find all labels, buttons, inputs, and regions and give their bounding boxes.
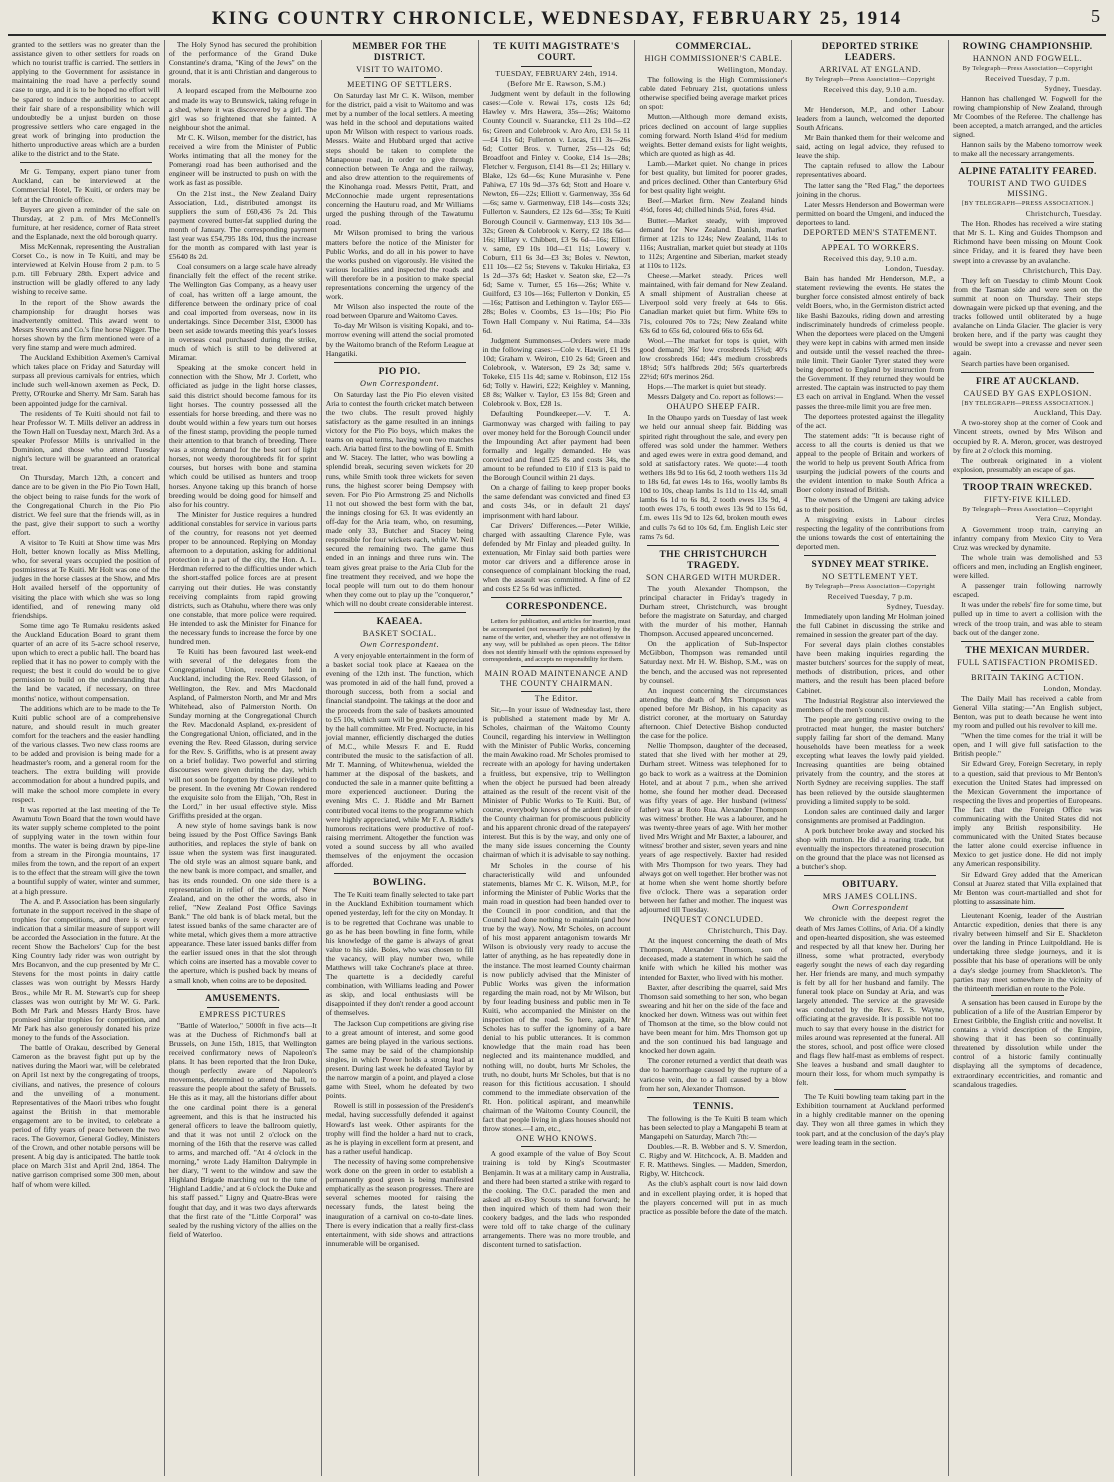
signature: ONE WHO KNOWS. (516, 1134, 597, 1144)
paragraph: On Thursday, March 12th, a concert and dance are to be given in the Pio Pio Town Hall, the object being to raise funds for the work of the Congregational Church in the Pio Pio district. We feel sure that the friends will, as in the past, give their support to such a worthy effort. (12, 473, 160, 537)
dateline: Sydney, Tuesday. (886, 601, 945, 611)
paragraph: The Hon. Rhodes has received a wire stating that Mr S. L. King and Guides Thompson and Richmond have been missing on Mount Cook since Friday, and it is feared they have been swept into a crevasse by an avalanche. (953, 219, 1102, 265)
headline-troop-train-wrecked: TROOP TRAIN WRECKED. (962, 482, 1093, 493)
subheading: MAIN ROAD MAINTENANCE AND THE COUNTY CHAIRMAN. (484, 668, 629, 688)
column-4 (479, 40, 636, 1476)
paragraph: Wool.—The market for tops is quiet, with good demand; 36s' low crossbreds 15¾d; 40's low crossbreds 16d; 44's medium crossbreds 18½d; 50's halfbreds 20d; 56's quarterbreds 22½d; 60's merinos 26d. (639, 335, 788, 382)
subheading: Own Correspondent. (360, 639, 440, 649)
paragraph: Hannon has challenged W. Fogwell for the rowing championship of New Zealand, through Mr Coombes of the Referee. The challenge has been accepted, a match arranged, and the articles signed. (953, 93, 1102, 140)
paragraph: At the inquest concerning the death of Mrs Thompson, Alexander Thomson, son of deceased, made a statement in which he said the knife with which he killed his mother was intended for Baxter, who lived with his mother. (639, 936, 788, 982)
dateline: Received Tuesday, 7 p.m. (827, 591, 913, 601)
dateline: TUESDAY, FEBRUARY 24th, 1914. (495, 69, 618, 78)
paragraph: A very enjoyable entertainment in the form of a basket social took place at Kaeaea on the evening of the 12th inst. The function, which was promoted in aid of the hall fund, proved a thorough success, both from a social and financial standpoint. The takings at the door and the proceeds from the sale of baskets amounted to £5 10s, which sum will be greatly appreciated by the hall committee. Mr Fred. Noctucte, in his jovial manner, efficiently discharged the duties of M.C., while Messrs F. and E. Rudd contributed the music to the satisfaction of all. Mr T. Manning, of Whitewhenua, wielded the hammer at the disposal of the baskets, and conducted the sale in a manner quite befitting a more experienced auctioneer. During the evening Mrs C. J. Riddle and Mr Barnett contributed vocal items to the programme which were highly appreciated, while Mr F. A. Riddle's humorous recitations were productive of roof-raising merriment. Altogether the function was voted a sound success by all who availed themselves of the enjoyment the occasion afforded. (325, 650, 474, 870)
divider (961, 162, 1094, 163)
paragraph: On Saturday last Mr C. K. Wilson, member for the district, paid a visit to Waitomo and was met by a number of the local settlers. A meeting was held in the school and deputations waited upon Mr Wilson with respect to various roads. Messrs. Waite and Hubbard urged that active steps should be taken to complete the Manapouue road, in order to give through connection between Te Anga and the railway, and also drew attention to the requirements of the Kinohanga road. Messrs Pettit, Pratt, and McConnochie made urgent representations concerning the Hauturu road, and Mr Williams urged the pushing through of the Tawatumu road. (325, 91, 474, 228)
paragraph: The Daily Mail has received a cable from General Villa stating:—"An English subject, Benton, was put to death because he went into my room and pulled out his revolver to kill me. (953, 693, 1102, 731)
paragraph: For several days plain clothes constables have been making inquiries regarding the master butchers' sources for the supply of meat, methods of distribution, prices, and other matters, and the result has been placed before Cabinet. (796, 640, 945, 695)
paragraph: Sir Edward Grey added that the American Consul at Juarez stated that Villa explained that Mr Benton was court-martialled and shot for plotting to assassinate him. (953, 869, 1102, 906)
divider (647, 545, 779, 546)
dateline: Received this day, 9.10 a.m. (823, 84, 918, 94)
headline-sydney-meat-strike: SYDNEY MEAT STRIKE. (811, 560, 929, 570)
paragraph: The whole train was demolished and 53 officers and men, including an English engineer, were killed. (953, 552, 1102, 581)
paragraph: Rowell is still in possession of the President's medal, having successfully defended it against Howard's last week. Other aspirants for the trophy will find the holder a hard nut to crack, as he is playing in excellent form at present, and has a rather useful handicap. (325, 1101, 474, 1156)
subheading: OHAUPO SHEEP FAIR. (666, 402, 761, 412)
paragraph: The outbreak originated in a violent explosion, presumably an escape of gas. (953, 455, 1102, 474)
divider (521, 615, 593, 616)
headline-obituary: OBITUARY. (842, 880, 899, 891)
headline-kaeaea: KAEAEA. (376, 616, 423, 627)
paragraph: Later Messrs Henderson and Bowerman were permitted on board the Umgeni, and induced the deportees to land. (796, 199, 945, 227)
paragraph: Car Drivers' Differences.—Peter Wilkie, charged with assaulting Clarence Fyle, was defended by Mr Finlay and pleaded guilty. In extenuation, Mr Finlay said both parties were motor car drivers and a difference arose in consequence of complainant blocking the road, when the assault was committed. A fine of £2 and costs £2 5s 6d was inflicted. (482, 520, 631, 594)
paragraph: The battle of Orakau, described by General Cameron as the bravest fight put up by the natives during the Maori war, will be celebrated on April 1st next by the congregating of troops, civilians, and natives, the presence of colours and the unveiling of a monument. Representatives of the Maori tribes who fought against the British in that memorable engagement are to be invited, to celebrate a period of fifty years of peace between the two races. The Governor, General Godley, Ministers of the Crown, and other notable persons will be present. A big day is anticipated. The battle took place on March 31st and April 2nd, 1864. The native garrison comprised some 300 men, about half of whom were killed. (12, 1043, 160, 1189)
paragraph: The Te Kuiti bowling team taking part in the Exhibition tournament at Auckland performed in a highly creditable manner on the opening day. They won all three games in which they took part, and at the conclusion of the day's play were leading team in the section. (796, 1092, 945, 1147)
paragraph: Doubles.—R. B. Webber and S. V. Smerdon, C. Rigby and W. Hitchcock, A. B. Madden and F. R. Matthews. Singles. — Madden, Smerdon, Rigby, W. Hitchcock. (639, 1142, 788, 1179)
column-2 (165, 40, 322, 1476)
paragraph: It was reported at the last meeting of the Te Awamutu Town Board that the town would have its water supply scheme completed to the point of supplying water in the town within four months. The water is being drawn by pipe-line from a stream in the Pirongia mountains, 17 miles from the town, and the report of an expert is to the effect that the stream will give the town a bountiful supply of water, winter and summer, at a high pressure. (12, 804, 160, 896)
dateline: London, Monday. (1043, 683, 1102, 693)
paragraph: Immediately upon landing Mr Holman joined the full Cabinet in discussing the strike and remained in session the greater part of the day. (796, 611, 945, 639)
paragraph: Sir,—In your issue of Wednesday last, there is published a statement made by Mr A. Scholes, chairman of the Waitomo County Council, regarding his interview in Wellington with the Minister of Public Works, concerning the main Awakino road. Mr Scholes promised to recreate with an apology for having undertaken a fruitless, but expensive, trip to Wellington when the object he pursued had been already attained as the result of the recent visit of the Minister of Public Works to Te Kuiti. But, of course, everybody knows of the ardent desire of the County chairman for promiscuous publicity and his apparent chronic dread of the ratepayers' interest. But this is by the way, and only one of the many side issues concerning the County chairman of which it is advisable to say nothing. (482, 704, 631, 860)
paragraph: Cheese.—Market steady. Prices well maintained, with fair demand for New Zealand. A small shipment of Australian cheese at Liverpool sold very freely at 64s to 66s. Canadian market quiet but firm. White 69s to 71s, coloured 70s to 72s; New Zealand white 63s 6d to 65s 6d, coloured 66s to 65s 6d. (639, 271, 788, 335)
paragraph: Mr C. K. Wilson, member for the district, has received a wire from the Minister of Public Works intimating that all the money for the Pomerangi road has been authorised and the engineer will be instructed to push on with the work as fast as possible. (168, 132, 317, 188)
headline-deported-strike-leaders: DEPORTED STRIKE LEADERS. (821, 42, 919, 63)
paragraph: Baxter, after describing the quarrel, said Mrs Thomson said something to her son, who began swearing and hit her on the side of the face and knocked her down. Witness was out within feet of Thomson at the time, so the blow could not have been meant for him. Mrs Thomson got up and the son continued his bad language and knocked her down again. (639, 982, 788, 1056)
paragraph: Coal consumers on a large scale have already financially felt the effect of the recent strike. The Wellington Gas Company, as a heavy user of coal, has written off a large amount, the difference between the ordinary price of coal and coal imported from overseas, now in its undertakings. Since December 31st, £3000 has been set aside towards meeting this year's losses in overseas coal purchased during the strike, much of which is still to be delivered at Miramar. (168, 262, 317, 363)
paragraph: Mr Wilson also inspected the route of the road between Oparure and Waitomo Caves. (325, 302, 474, 321)
dateline: Wellington, Monday. (717, 65, 788, 74)
headline-alpine-fatality: ALPINE FATALITY FEARED. (958, 167, 1097, 178)
press-credit: By Telegraph—Press Association—Copyright (962, 505, 1093, 513)
subheading: MRS JAMES COLLINS. (822, 892, 918, 902)
paragraph: In the report of the Show awards the championship for draught horses was inadvertently omitted. This award went to Messrs Stevens and Co.'s fine horse Nigger. The horses shown by the firm mentioned were of a very fine stamp and were much admired. (12, 297, 160, 352)
paragraph: The youth Alexander Thompson, the principal character in Friday's tragedy in Durham street, Christchurch, was brought before the magistrate on Saturday, and charged with the murder of his mother, Hannah Thompson. Accused appeared unconcerned. (639, 583, 788, 639)
divider (961, 372, 1094, 373)
subheading: Own Correspondent. (360, 378, 440, 388)
paragraph: The Jackson Cup competitions are giving rise to a great amount of interest, and some good games are being played in the various sections. The same may be said of the championship singles, in which Power holds a strong lead at present. During last week he defeated Taylor by the narrow margin of a point, and played a close game with Steel, whom he defeated by two points. (325, 1018, 474, 1101)
paragraph: The statement adds: "It is because right of access to all the courts is denied us that we appeal to the people of Britain and workers of the world to help us prevent South Africa from usurping the judicial powers of the courts and the evident intention to make South Africa a Boer colony instead of British. (796, 430, 945, 495)
divider (804, 555, 936, 556)
paragraph: A Government troop train, carrying an infantry company from Mexico City to Vera Cruz was wrecked by dynamite. (953, 524, 1102, 552)
subheading: CAUSED BY GAS EXPLOSION. (963, 388, 1092, 398)
paragraph: The people are getting restive owing to the protracted meat hunger, the master butchers' supply failing far short of the demand. Many households have been meatless for a week excepting what leaves the lowly paid yielded. Increasing quantities are being obtained privately from the country, and the stores at North Sydney are receiving supplies. The staff has been relieved by the outside slaughtermen providing a limited supply to be sold. (796, 714, 945, 806)
paragraph: Hannon sails by the Mabeno tomorrow week to make all the necessary arrangements. (953, 140, 1102, 159)
paragraph: The Auckland Exhibition Axemen's Carnival which takes place on Friday and Saturday will surpass all previous carnivals for entries, which include such well-known axemen as Peck, D. Pretty, O'Rourke and Sherry. Mr Sam. Sarah has been appointed judge for the carnival. (12, 353, 160, 408)
dateline: Christchurch, This Day. (1022, 265, 1102, 275)
headline-amusements: AMUSEMENTS. (205, 993, 281, 1004)
headline-rowing-championship: ROWING CHAMPIONSHIP. (962, 42, 1093, 52)
subheading: VISIT TO WAITOMO. (356, 65, 444, 74)
paragraph: A passenger train following narrowly escaped. (953, 581, 1102, 600)
dateline: London, Tuesday. (885, 264, 945, 274)
headline-magistrates-court: TE KUITI MAGISTRATE'S COURT. (493, 42, 620, 63)
column-7 (949, 40, 1106, 1476)
divider (334, 873, 466, 874)
paragraph: A visitor to Te Kuiti at Show time was Mrs Holt, better known locally as Miss Melling, who, for several years occupied the position of postmistress at Te Kuiti. Mr Holt was one of the judges in the horse classes at the Show, and Mrs Holt availed herself of the opportunity of visiting the place with which she was so long identified, and of renewing many old friendships. (12, 537, 160, 620)
paragraph: The coroner returned a verdict that death was due to haemorrhage caused by the rupture of a varicose vein, due to a fall caused by a blow from her son, Alexander Thomson. (639, 1056, 788, 1093)
divider (177, 989, 309, 990)
paragraph: In the Ohaupo yards on Tuesday of last week we held our annual sheep fair. Bidding was spirited right throughout the sale, and every pen offered was sold under the hammer. Wethers and aged ewes were in extra good demand, and sold at satisfactory rates. We quote:—4 tooth wethers 18s 9d to 16s 6d, 2 tooth wethers 11s 3d to 18s 6d, fat ewes 14s to 16s, woolly lambs 8s 10d to 10s, cheap lambs 1s 11d to 11s 4d, small lambs 6s 1d to 6s 8d, 2 tooth ewes 13s 9d, 4 tooth ewes 17s, 6 tooth ewes 13s 9d to 15s 6d, f.m. ewes 11s 9d to 12s 6d, broken mouth ewes and culls 7s 6d to 10s 6d, f.m. English Leic ster rams 7s 6d. (639, 413, 788, 541)
divider (207, 1007, 279, 1008)
paragraph: Nellie Thompson, daughter of the deceased, stated that she lived with her mother at 29, Durham street. Witness was telephoned for to go back to work as a waitress at the Dominion Hotel, and at about 7 p.m., when she arrived home, she found her mother dead. Deceased was fifty years of age. Her husband (witness' father) was at Roto Rua. Alexander Thompson was witness' brother. He was a labourer, and he was twenty-three years of age. With her mother lived Mrs Wright and Mr Baxter, a labourer, and witness' brother and sister, seven years and nine years of age respectively. Baxter had resided with Mrs Thompson for two years. They had always got on well together. Her brother was not at home when she went home shortly before five o'clock. There was a separation order between her father and mother. The inquest was adjourned till Tuesday. (639, 741, 788, 914)
paragraph: Mr Wilson promised to bring the various matters before the notice of the Minister for Public Works, and do all in his power to have the works pushed on vigorously. He visited the various localities and inspected the roads and will therefore be in a position to make special representations concerning the urgency of the work. (325, 228, 474, 302)
paragraph: London sales are continued daily and larger consignments are promised at Paddington. (796, 806, 945, 825)
paragraph: The Industrial Registrar also interviewed the members of the men's council. (796, 695, 945, 714)
paragraph: As the club's asphalt court is now laid down and in excellent playing order, it is hoped that the players concerned will put in as much practice as possible before the date of the match. (639, 1179, 788, 1216)
subheading: BASKET SOCIAL. (362, 628, 437, 638)
paragraph: Lamb.—Market quiet. No change in prices for best quality, but limited for poorer grades, and prices declined. Other than Canterbury 6¾d for best quality light weight. (639, 158, 788, 196)
paragraph: Defaulting Poundkeeper.—V. T. A. Garmonway was charged with failing to pay over money held for the Borough Council under the Impounding Act after payment had been formally and legally demanded. He was convicted and fined £25 8s and costs 34s, the amount to be refunded to £10 if £13 is paid to the Borough Council within 21 days. (482, 409, 631, 483)
divider (991, 908, 1064, 909)
paragraph: The captain refused to allow the Labour representatives aboard. (796, 161, 945, 180)
divider (20, 162, 152, 163)
paragraph: It was under the rebels' fire for some time, but pulled up in time to avert a collision with the wreck of the troop train, and was able to steam back out of the danger zone. (953, 600, 1102, 637)
paragraph: Buyers are given a reminder of the sale on Thursday, at 2 p.m. of Mrs McConnell's furniture, at her residence, corner of Rata street and the Esplanade, next the old borough quarry. (12, 204, 160, 241)
headline-mexican-murder: THE MEXICAN MURDER. (965, 645, 1090, 656)
divider (834, 240, 906, 241)
paragraph: A good example of the value of Boy Scout training is told by King's Scoutmaster Benjamin. It was at a military camp in Australia, and there had been started a strike with regard to the cooking. The O.C. paraded the men and asked all ex-Boy Scouts to stand forward; he then inquired which of them had won their cookery badges, and the lads who responded were told off to take charge of the culinary arrangements. There was no more trouble, and discontent turned to satisfaction. (482, 1149, 631, 1250)
masthead-title: KING COUNTRY CHRONICLE, WEDNESDAY, FEBRUARY 25, 1914 (211, 8, 903, 29)
subheading: ARRIVAL AT ENGLAND. (819, 65, 921, 74)
paragraph: To-day Mr Wilson is visiting Kopaki, and to-morrow evening will attend the social promoted by the Waitomo branch of the Reform League at Hangatiki. (325, 321, 474, 358)
paragraph: The Te Kuiti team finally selected to take part in the Auckland Exhibition tournament which opened yesterday, left for the city on Monday. It is to be regretted that Cochrane was unable to go as he has been bowling in fine form, while his knowledge of the game is always of great value to his side. Boles, who was chosen to fill the vacancy, will play number two, while Matthews will take Cochrane's place at three. The quartette is a decidedly careful combination, with Williams leading and Power as skip, and local enthusiasts will be disappointed if they don't render a good account of themselves. (325, 890, 474, 1018)
divider (364, 77, 436, 78)
paragraph: On the 21st inst., the New Zealand Dairy Association, Ltd., distributed amongst its suppliers the sum of £60,436 7s 2d. This payment covered butter-fat supplied during the month of January. The corresponding payment last year was £54,795 18s 10d, thus the increase for the month as compared with last year is £5640 8s 2d. (168, 188, 317, 262)
divider (334, 362, 466, 363)
column-3 (322, 40, 479, 1476)
subheading: HIGH COMMISSIONER'S CABLE. (644, 54, 783, 63)
paragraph: On a charge of failing to keep proper books the same defendant was convicted and fined £3 and costs 34s, or in default 21 days' imprisonment with hard labour. (482, 483, 631, 520)
paragraph: On the application of Sub-Inspector McGibbon, Thompson was remanded until Saturday next. Mr H. W. Bishop, S.M., was on the bench, and the accused was not represented by counsel. (639, 639, 788, 685)
subheading: FULL SATISFACTION PROMISED. (957, 657, 1098, 667)
dateline: Sydney, Tuesday. (1044, 83, 1102, 93)
paragraph: Hops.—The market is quiet but steady. (647, 382, 767, 392)
subheading: NO SETTLEMENT YET. (822, 572, 919, 581)
paragraph: On Saturday last the Pio Pio eleven visited Aria to contest the fourth cricket match between the two clubs. The result proved highly satisfactory as the game resulted in an innings victory for the Pio Pio boys, which makes the teams on equal terms, having won two matches each. Aria batted first to the bowling of E. Smith and W. Stacey. The latter, who was bowling a splendid break, securing seven wickets for 20 runs, while Smith took three wickets for seven runs, the highest scorer being Dempsey with seven. For Pio Pio Armstrong 25 and Nicholls 11 not out showed the best form with the bat, the innings closing for 63. It was evidently an off-day for the Aria team, who, on resuming, made only 33, Butcher and Stacey being responsible for four wickets each, while W. Neil secured the remaining two. The game thus ended in an innings and three runs win. The team gives great praise to the Aria Club for the fine treatment they received, and we hope the local people will turn out to do them honour when they come out to play up the "conqueror," which will no doubt create considerable interest. (325, 389, 474, 608)
paragraph: granted to the settlers was no greater than the assistance given to other settlers for roads on which no tourist traffic is carried. The settlers in applying to the Government for assistance in maintaining the road have a perfectly sound case to urge, and it is to be hoped no effort will be spared to induce the authorities to accept their fair share of a responsibility which will undoubtedly be a unjust burden on those progressive settlers who care engaged in the great work of bringing into production the hitherto unproductive areas which are a burden alike to the district and to the State. (12, 40, 160, 159)
paragraph: Beef.—Market firm. New Zealand hinds 4½d, fores 4d; chilled hinds 5¼d, fores 4¼d. (639, 196, 788, 215)
headline-tennis: TENNIS. (692, 1101, 734, 1112)
paragraph: They left on Tuesday to climb Mount Cook from the Tasman side and were seen on the summit at noon on Thursday. Their steps downagain were picked up that evening, and the tracks followed until obliterated by a huge avalanche on Linda Glacier. The glacier is very broken here, and if the party was caught they would be swept into a crevasse and never seen again. (953, 275, 1102, 358)
column-1 (8, 40, 165, 1476)
paragraph: A misgiving exists in Labour circles respecting the legality of the contributions from the unions towards the cost of entertaining the deported men. (796, 514, 945, 551)
press-credit: [BY TELEGRAPH—PRESS ASSOCIATION.] (961, 399, 1094, 407)
paragraph: Mutton.—Although more demand exists, prices declined on account of large supplies coming forward. North Island 4½d for medium weights. Better demand exists for light weights, which are quoted as high as 4d. (639, 112, 788, 158)
divider (647, 1097, 779, 1098)
paragraph: The owners of the Umgeni are taking advice as to their position. (796, 495, 945, 514)
dateline: Received this day, 9.10 a.m. (823, 254, 918, 263)
press-credit: [BY TELEGRAPH—PRESS ASSOCIATION.] (961, 200, 1094, 208)
paragraph: Lieutenant Koenig, leader of the Austrian Antarctic expedition, denies that there is any rivalry between himself and Sir E. Shackleton over the landing in Prince Luitpoldland. He is undertaking three sledge journeys, and it is possible that his base of operations will be only a day's sledge journey from Shackleton's. The parties may meet somewhere in the vicinity of the thirteenth meridian en route to the Pole. (953, 910, 1102, 993)
paragraph: We chronicle with the deepest regret the death of Mrs James Collins, of Aria. Of a kindly and open-hearted disposition, she was esteemed and respected by all that knew her. During her illness, some what protracted, everybody eagerly sought the news of each day regarding her. Her friends are many, and much sympathy is felt by all for her husband and family. The funeral took place on Sunday at Aria, and was largely attended. The service at the graveside was conducted by the Rev. E. S. Wayne, officiating at the graveside. It is possible not too much to say that every house in the district for miles around was represented at the funeral. All the stores, school, and post office were closed and flags flew half-mast as emblems of respect. She leaves a husband and small daughter to mourn their loss, for whom much sympathy is felt. (796, 914, 945, 1088)
paragraph: Messrs Dalgety and Co. report as follows:— (647, 392, 784, 402)
paragraph: Mr Henderson, M.P., and other Labour leaders from a launch, welcomed the deported South Africans. (796, 104, 945, 132)
paragraph: Sir Edward Grey, Foreign Secretary, in reply to a question, said that previous to Mr Benton's execution the United States had impressed on the Mexican Government the importance of respecting the lives and properties of Europeans. The fact that the Foreign Office was communicating with the United States did not imply any British responsibility. He communicated with the United States because the latter alone could exercise influence in Mexico to get justice done. He did not imply any American responsibility. (953, 759, 1102, 869)
subheading: FIFTY-FIVE KILLED. (983, 494, 1072, 504)
column-5 (635, 40, 792, 1476)
press-credit: By Telegraph—Press Association—Copyright (962, 65, 1093, 72)
paragraph: The residents of Te Kuiti should not fail to hear Professor W. T. Mills deliver an address in the Town Hall on Tuesday next, March 3rd. As a speaker Professor Mills is unrivalled in the Dominion, and those who attend Tuesday night's lecture will be guaranteed an oratorical treat. (12, 408, 160, 473)
dateline: Auckland, This Day. (1033, 408, 1102, 418)
divider (991, 670, 1064, 671)
subheading: MEETING OF SETTLERS. (347, 80, 453, 89)
paragraph: The following is the Te Kuiti B team which has been selected to play a Mangapehi B team at Mangapehi on Saturday, March 7th:— (639, 1113, 788, 1141)
salutation: The Editor. (534, 693, 579, 703)
paragraph: Judgment went by default in the following cases:—Cole v. Rewai 17s, costs 12s 6d; Hawley v. Mrs Hawera, 35s—26s; Waitomo County Council v. Suarancke, £11 2s 10d—£2 6s; Green and Colebrook v. Aro Aro, £31 5s 11—£4 11s 6d; Fullerton v. Lucas, £11 3s—26s 6d; Cotter Bros. v. Turner, 25s—12s 6d; Broadfoot and Finley v. Cooke, £14 1s—28s; Fletcher v. Ferguson, £141 8s—£1 2s; Hillary v. Blake, 12s 6d—6s; Kune Murasinhe v. Pene Pahiwa, £7 10s 9d—37s 6d; Stott and Hoare v. Newton, £6—22s; Elliott v. Garmenway, 35s 6d—6s; same v. Garmenway, £18 14s—costs 32s; Fullerton v. Saunders, £2 12s 6d—35s; Te Kuiti Borough Council v. Garmenway, £13 10s 3d—32s; Green & Colebrook v. Kerry, £2 18s 6d—16s; Hillary v. Chibbett, £3 9s 6d—16s; Elliott v. same, £9 10s 10d—£1 11s; Lowery v. Coburn, £11 6s 3d—£3 3s; Boles v. Newton, £11 10s—£2 5s; Stevens v. Takuku Hiriaka, £3 1s 2d—37s 6d; Hasket v. Seaton ske, £2—7s 6d; Same v. Turner, £5 16s—26s; White v. Guilford, £3 10s—16s; Fullerton v Donkin, £5—16s; Pattison and Lethington v. Taylor £65—28s; Boles v. Coombs, £3 1s—10s; Pio Pio Town Hall Company v. Nui Ratima, £4—33s 6d. (482, 89, 631, 335)
divider (521, 666, 593, 667)
paragraph: The deportees protested against the illegality of the act. (796, 411, 945, 430)
divider (521, 1146, 593, 1147)
subheading: BRITAIN TAKING ACTION. (971, 672, 1085, 682)
divider (521, 66, 593, 67)
subheading: DEPORTED MEN'S STATEMENT. (803, 228, 938, 237)
paragraph: Mr Scholes in the course of his characteristically wild and unfounded statements, blames Mr C. K. Wilson, M.P., for informing the Minister of Public Works that the main road in question had been handed over to the Council in poor condition, and that the Council had done nothing to maintain (and how true by the way). Now, Mr Scholes, on account of his most apparent antagonism towards Mr Wilson is obviously very ready to accuse the latter of anything, as he has repeatedly done in the instance. The most learned County chairman is now publicly advised that the Minister of Public Works was given the information regarding the main road, not by Mr Wilson, but by four leading business and public men in Te Kuiti, who accompanied the Minister on the inspection of the road. So here, again, Mr Scholes has to suffer the ignominy of a bare denial to his public utterances. It is common knowledge that the main road has been neglected and its maintenance muddled, and nothing will, no doubt, hurts Mr Scholes, the truth, no doubt, hurts Mr Scholes, but that is no reason for this fictitious accusation. I should commend to the immediate observation of the Rt. Hon. political aspirant, and meanwhile chairman of the Waitomo County Council, the fact that people living in glass houses should not throw stones.—I am, etc., (482, 860, 631, 1134)
masthead (8, 4, 1106, 36)
press-credit: By Telegraph—Press Association—Copyright (805, 76, 936, 83)
page-number: 5 (1091, 6, 1100, 26)
paragraph: The Minister for Justice requires a hundred additional constables for service in various parts of the country, for reasons not yet deemed proper to be announced. Replying on Monday afternoon to a deputation, asking for additional protection in a part of the city, the Hon. A. L. Herdman referred to the difficulties under which the short-staffed police forces are at present carrying out their duties. He was constantly receiving complaints from rapid growing districts, such as Otahuhu, where there was only one constable, that more police were required. He intended to ask the Minister for Finance for the necessary funds to increase the force by one hundred men. (168, 509, 317, 647)
divider (334, 612, 466, 613)
headline-christchurch-tragedy: THE CHRISTCHURCH TRAGEDY. (659, 549, 768, 571)
subheading: SON CHARGED WITH MURDER. (645, 572, 781, 582)
paragraph: The Holy Synod has secured the prohibition of the performance of the Grand Duke Constantine's drama, "King of the Jews" on the ground, that it is anti Christian and dangerous to morals. (168, 40, 317, 86)
divider (491, 597, 623, 598)
dateline: Christchurch, Tuesday. (1025, 209, 1102, 219)
divider (991, 995, 1064, 996)
paragraph: The additions which are to be made to the Te Kuiti public school are of a comprehensive nature, and should result in much greater comfort for the teachers and the easier handling of the various classes. Two new class rooms are to be added and provision is being made for a headmaster's room, and a general room for the teachers. The extra building will provide accommodation for about a hundred pupils, and will make the school more complete in every respect. (12, 703, 160, 804)
paragraph: The necessity of having some comprehensive work done on the green in order to establish a permanently good green is being manifested emphatically as the season progresses. There are several schemes mooted for raising the necessary funds, the latest being the inauguration of a carnival on co-to-date lines. There is every indication that a really first-class entertainment, with side shows and attractions innumerable will be organised. (325, 1156, 474, 1248)
paragraph: A leopard escaped from the Melbourne zoo and made its way to Brunswick, taking refuge in a shed, where it was discovered by a girl. The girl was so frightened that she fainted. A neighbour shot the animal. (168, 86, 317, 132)
headline-fire-at-auckland: FIRE AT AUCKLAND. (975, 376, 1080, 387)
paragraph: "Battle of Waterloo," 5000ft in five acts—It was at the Duchess of Richmond's ball at Brussels, on June 15th, 1815, that Wellington received confirmatory news of Napoleon's plans. It has been reported that the Iron Duke, though perfectly aware of Napoleon's movements, determined to attend the ball, to reassure the people about the safety of Brussels. He this as it may, all the historians differ about the one cardinal point there is a general agreement, and this is that he instructed his general officers to leave the ballroom quietly, and that it was not until 2 o'clock on the morning of the 16th that the reserve was called to arms, and marched off. "At 4 o'clock in the morning," wrote Lady Hamilton Dalrymple in her diary, "I went to the window and saw the Highland Brigade marching out to the tune of 'Highland Laddie,' and at 6 o'clock the Duke and his staff passed." Ligny and Quatre-Bras were fought that day, and it was two days afterwards that the first rate of the "Little Corporal" was sealed by the rushing victory of the allies on the field of Waterloo. (168, 1020, 317, 1239)
paragraph: A new style of home savings bank is now being issued by the Post Office Savings Bank authorities, and replaces the style of bank on issue when the system was first inaugurated. The old style was an almost square bank, and the new bank is more compact, and smaller, and has its ends rounded. On one side there is a representation in relief of the arms of New Zealand, and on the other the words, also in relief, "New Zealand Post Office Savings Bank." The old bank is of black metal, but the latest issued banks of the same character are of white metal, which gives them a more attractive appearance. These later issued banks differ from the earlier issued ones in that the slot through which coins are inserted has a movable cover to the aperture, which is pushed back by means of a small knob, when coins are to be deposited. (168, 820, 317, 985)
headline-bowling: BOWLING. (373, 878, 427, 889)
divider (834, 1089, 906, 1090)
headline-pio-pio: PIO PIO. (378, 366, 421, 377)
paragraph: The following is the High Commissioner's cable dated February 21st, quotations unless otherwise specified being average market prices on spot: (639, 75, 788, 112)
divider (961, 478, 1094, 479)
paragraph: Some time ago Te Rumaku residents asked the Auckland Education Board to grant them quarter of an acre of its 5-acre school reserve, upon which to erect a public hall. The board has replied that it has no power to comply with the request; the best it could do would be to give permission to build on the understanding that the land be vacated, if necessary, on three months' notice, without compensation. (12, 620, 160, 703)
paragraph: An inquest concerning the circumstances attending the death of Mrs Thompson was opened before Mr Bishop, in his capacity as district coroner, at the mortuary on Saturday afternoon. Chief Detective Bishop conducted the case for the police. (639, 685, 788, 741)
headline-member-for-district: MEMBER FOR THE DISTRICT. (352, 42, 447, 63)
paragraph: Butter.—Market steady, with improved demand for New Zealand. Danish, market firmer at 121s to 124s; New Zealand, 114s to 116s; Australian, market quiet but steady at 110s to 112s; Argentine and Siberian, market steady at 110s to 112s. (639, 215, 788, 270)
paragraph: Miss McKennak, representing the Australian Corset Co., is now in Te Kuiti, and may be interviewed at Kelvin House from 2 p.m. to 5 p.m. till February 28th. Expert advice and instruction will be gladly offered to any lady wishing to receive same. (12, 241, 160, 297)
subheading: HANNON AND FOGWELL. (972, 54, 1083, 63)
paragraph: A two-storey shop at the corner of Cook and Vincent streets, owned by Mrs Wilson and occupied by R. A. Meron, grocer, was destroyed by fire at 2 o'clock this morning. (953, 418, 1102, 455)
press-credit: By Telegraph—Press Association—Copyright (805, 583, 936, 590)
headline-correspondence: CORRESPONDENCE. (505, 602, 608, 613)
paragraph: Bain has handed Mr Henderson, M.P., a statement reviewing the events. He states the burgher force consisted almost entirely of back veldt Boers, who, in the Germiston district acted like Bashi Bazouks, riding down and arresting indiscriminately hundreds of crimeless people. When the deportees were placed on the Umgeni they were kept in cabins with armed men inside and outside until the vessel reached the three-mile limit. Their Gaoler Tyrer stated they were being deported to England by instruction from the Government. If they returned they would be arrested. The captain was instructed to pay them £3 each on arrival in England. When the vessel passes the three-mile limit you are free men. (796, 274, 945, 411)
disclaimer: Letters for publication, and articles for insertion, must be accompanied (not necessarily for publication) by the name of the writer, and, whether they are not offensive in any way, will be published as open pieces. The Editor does not identify himself with the opinions expressed by correspondents, and accepts no responsibility for them. (482, 618, 631, 664)
columns (8, 40, 1106, 1476)
paragraph: Search parties have been organised. (961, 358, 1070, 368)
divider (521, 691, 593, 692)
paragraph: A pork butcheer broke away and stocked his shop with mutton. He did a roaring trade, but eventually the inspectors threatened prosecution on the ground that the place was not licensed as a butcher's shop. (796, 825, 945, 872)
subheading: Own Correspondent (831, 903, 909, 913)
headline-commercial: COMMERCIAL. (675, 42, 752, 52)
paragraph: The latter sang the "Red Flag," the deportees joining in the chorus. (796, 180, 945, 199)
dateline: Vera Cruz, Monday. (1035, 514, 1102, 524)
divider (804, 875, 936, 876)
dateline: (Before Mr E. Rawson, S.M.) (507, 79, 606, 89)
dateline: Received Tuesday, 7 p.m. (984, 73, 1071, 83)
column-6 (792, 40, 949, 1476)
dateline: London, Tuesday. (885, 94, 945, 104)
subheading: EMPRESS PICTURES (199, 1009, 287, 1019)
paragraph: The A. and P. Association has been singularly fortunate in the support received in the shape of trophies for competitions, and there is every indication that a similar measure of support will be accorded the Association in the future. At the recent Show the Bachelors' Cup for the best King Country lady rider was won outright by Mrs Bocanvon, and the cup presented by Mr C. Stevens for the most points in dairy cattle classes was won outright by Messrs Hardy Bros., while Mr R. M. Stewart's cup for sheep classes was won outright by Mr W. G. Park. Both Mr Park and Messrs Hardy Bros. have promised similar trophies for competition, and Mr Park has also generously donated his prize money to the funds of the Association. (12, 896, 160, 1043)
subheading: INQUEST CONCLUDED. (663, 915, 764, 925)
paragraph: Te Kuiti has been favoured last week-end with several of the delegates from the Congregational Union, recently held in Auckland, including the Rev. Reed Glasson, of Wellington, the Rev. and Mrs Macdonald Aspland, of Palmerston North, and Mr and Mrs Whitehead, also of Palmerston North. On Sunday morning at the Congregational Church the Rev. Macdonald Aspland, ex-president of the Congregational Union, officiated, and in the evening the Rev. Reed Glasson, during service for the Rev. S. Griffiths, who is at present away on a brief holiday. Two powerful and stirring discourses were given during the day, which will not soon be forgotten by those privileged to be present. In the evening Mr Cowan rendered the exquisite solo from the Elijah, "Oh, Rest in the Lord," in her usual effective style. Miss Griffiths presided at the organ. (168, 647, 317, 820)
dateline: Christchurch, This Day. (708, 926, 788, 936)
subheading: TOURIST AND TWO GUIDES MISSING. (967, 179, 1088, 199)
paragraph: Mr Bain thanked them for their welcome and said, acting on legal advice, they refused to leave the ship. (796, 133, 945, 161)
paragraph: Speaking at the smoke concert held in connection with the Show, Mr J. Corlett, who officiated as judge in the light horse classes, said this district should become famous for its light horses. The country possessed all the essentials for horse breeding, and there was no doubt would within a few years turn out horses of the finest stamp, providing the people turned their attention to that branch of breeding. There was a strong demand for the best sort of light horses, not weedy thoroughbreds fit for sprint courses, but horses with bone and stamina which could be utilised as hunters and troop horses. Anyone taking up this branch of horse breeding would be doing good for himself and also for his country. (168, 363, 317, 509)
subheading: APPEAL TO WORKERS. (821, 243, 920, 252)
paragraph: Judgment Summonses.—Orders were made in the following cases:—Cole v. Hawiri, £1 19s 10d; Graham v. Weiron, £10 2s 6d; Green and Colebrook, v. Waterson, £9 2s 3d; same v. Tokeke, £15 11s 4d; same v. Robinson, £12 15s 6d; Tolly v. Hawiri, £22; Keighley v. Manning, £8 8s; Walker v. Taylor, £3 15s 8d; Green and Colebrook v. Box, £28 1s. (482, 335, 631, 409)
paragraph: "When the time comes for the trial it will be open, and I will give full satisfaction to the British people." (953, 731, 1102, 759)
paragraph: Mr G. Tempany, expert piano tuner from Auckland, can be interviewed at the Commercial Hotel, Te Kuiti, or orders may be left at the Chronicle office. (12, 167, 160, 204)
paragraph: A sensation has been caused in Europe by the publication of a life of the Austrian Emperor by Ernest Gribble, the English critic and novelist. It contains a vivid description of the Empire, showing that it has been so continually threatened by dissolution while under the control of a historic family continually displaying all the symptoms of decadence, extraordinary eccentricities, and romantic and scandalous tragedies. (953, 997, 1102, 1089)
divider (961, 641, 1094, 642)
